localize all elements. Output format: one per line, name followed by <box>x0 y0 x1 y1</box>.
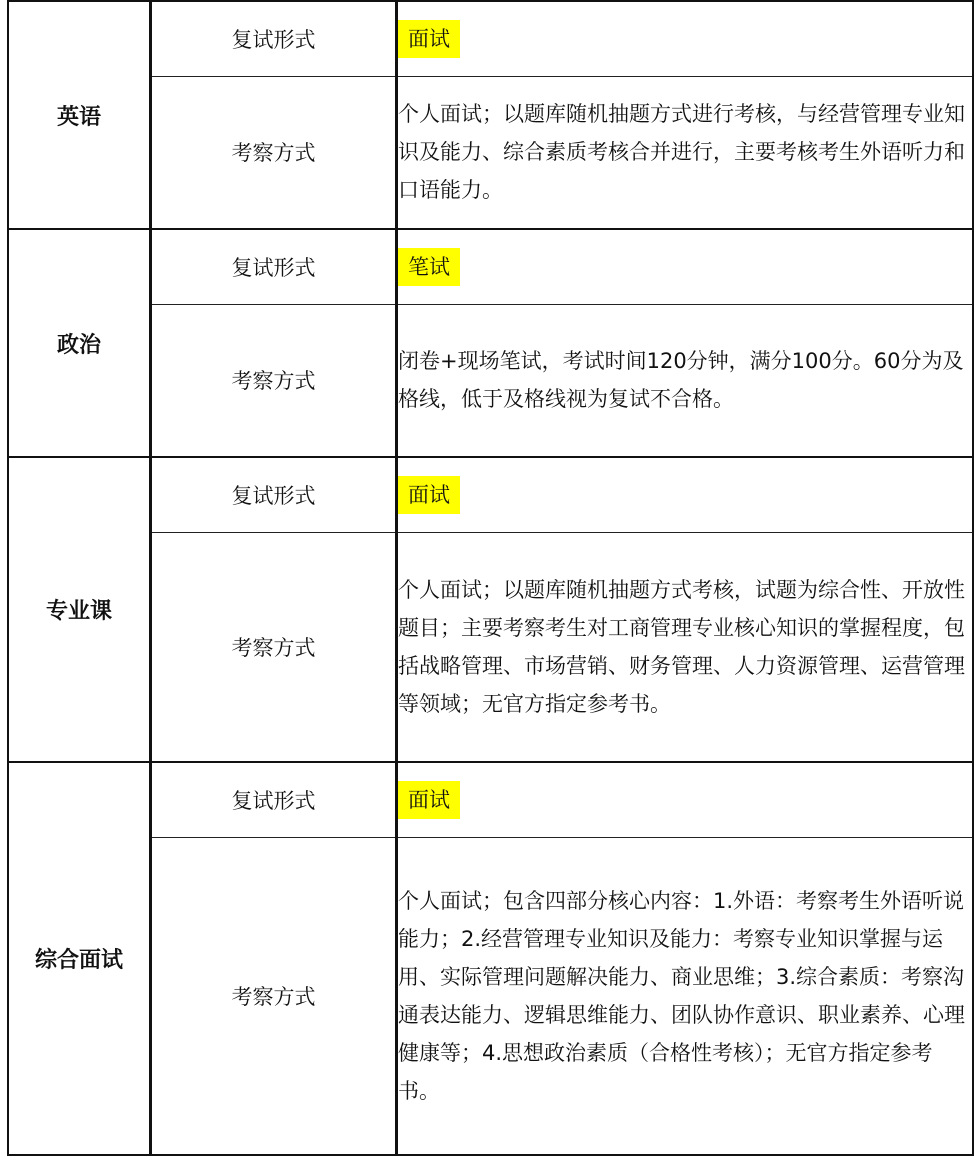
form-value-cell <box>397 1 974 76</box>
form-value-highlight: 笔试 <box>398 248 460 286</box>
form-value-cell <box>397 229 974 304</box>
form-value-highlight: 面试 <box>398 20 460 58</box>
method-value-cell <box>397 532 974 762</box>
method-value: 个人面试；包含四部分核心内容：1.外语：考察考生外语听说能力；2.经营管理专业知识及能力：考察专业知识掌握与运用、实际管理问题解决能力、商业思维；3.综合素质：考察沟通表达能力、逻辑思维能力、团队协作意识、职业素养、心理健康等；4.思想政治素质（合格性考核）；无官方指定参考书。 <box>398 888 965 1103</box>
method-value-cell <box>397 304 974 457</box>
table-row <box>8 304 973 457</box>
table-row <box>8 762 973 837</box>
method-label: 考察方式 <box>151 532 397 762</box>
table-row <box>8 532 973 762</box>
method-value-cell <box>397 837 974 1155</box>
form-label: 复试形式 <box>151 762 397 837</box>
method-label: 考察方式 <box>151 837 397 1155</box>
method-label: 考察方式 <box>151 304 397 457</box>
subject-cell-english: 英语 <box>8 1 151 229</box>
subject-cell-major: 专业课 <box>8 457 151 762</box>
method-label: 考察方式 <box>151 76 397 229</box>
form-value-cell <box>397 457 974 532</box>
method-value: 个人面试；以题库随机抽题方式考核，试题为综合性、开放性题目；主要考察考生对工商管理专业核心知识的掌握程度，包括战略管理、市场营销、财务管理、人力资源管理、运营管理等领域；无官方指定参考书。 <box>398 577 965 716</box>
table-row <box>8 837 973 1155</box>
form-value-cell <box>397 762 974 837</box>
form-label: 复试形式 <box>151 229 397 304</box>
method-value-cell <box>397 76 974 229</box>
table-row <box>8 1 973 76</box>
table-row <box>8 457 973 532</box>
form-value-highlight: 面试 <box>398 476 460 514</box>
method-value: 闭卷+现场笔试，考试时间120分钟，满分100分。60分为及格线，低于及格线视为复试不合格。 <box>398 349 964 412</box>
retest-table <box>7 0 974 1156</box>
table-row <box>8 229 973 304</box>
form-value-highlight: 面试 <box>398 781 460 819</box>
method-value: 个人面试；以题库随机抽题方式进行考核，与经营管理专业知识及能力、综合素质考核合并进行，主要考核考生外语听力和口语能力。 <box>398 102 965 203</box>
subject-cell-politics: 政治 <box>8 229 151 457</box>
subject-cell-comprehensive: 综合面试 <box>8 762 151 1155</box>
form-label: 复试形式 <box>151 1 397 76</box>
table-row <box>8 76 973 229</box>
form-label: 复试形式 <box>151 457 397 532</box>
